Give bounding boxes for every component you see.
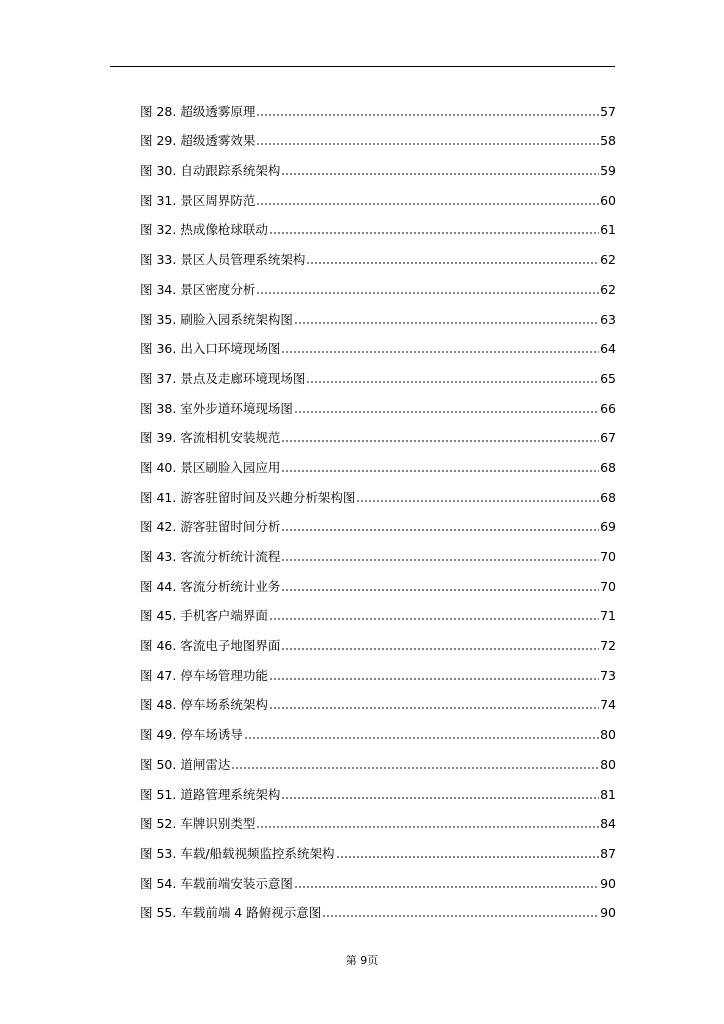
toc-entry-label: 图 37. 景点及走廊环境现场图 <box>140 370 306 386</box>
toc-entry-page-number: 57 <box>600 103 616 119</box>
page-number-label: 第 9页 <box>345 954 379 967</box>
dot-leader <box>256 203 599 205</box>
dot-leader <box>269 232 599 234</box>
toc-entry[interactable] <box>140 237 616 267</box>
toc-entry-page-number: 62 <box>600 252 616 268</box>
toc-entry-label: 图 33. 景区人员管理系统架构 <box>140 252 306 268</box>
dot-leader <box>281 559 599 561</box>
toc-entry[interactable] <box>140 267 616 297</box>
toc-entry-label: 图 53. 车载/船载视频监控系统架构 <box>140 845 335 861</box>
toc-entry[interactable] <box>140 712 616 742</box>
header-rule <box>110 66 615 67</box>
toc-entry[interactable] <box>140 505 616 535</box>
toc-entry[interactable] <box>140 683 616 713</box>
toc-entry-label: 图 51. 道路管理系统架构 <box>140 786 281 802</box>
toc-entry-label: 图 38. 室外步道环境现场图 <box>140 400 293 416</box>
dot-leader <box>306 262 599 264</box>
toc-entry-page-number: 64 <box>600 341 616 357</box>
toc-entry[interactable] <box>140 861 616 891</box>
toc-entry[interactable] <box>140 297 616 327</box>
toc-entry-page-number: 87 <box>600 845 616 861</box>
toc-entry-label: 图 44. 客流分析统计业务 <box>140 578 281 594</box>
toc-entry-label: 图 49. 停车场诱导 <box>140 727 243 743</box>
toc-entry[interactable] <box>140 89 616 119</box>
toc-entry-label: 图 28. 超级透雾原理 <box>140 103 256 119</box>
toc-entry-page-number: 58 <box>600 133 616 149</box>
toc-entry-label: 图 45. 手机客户端界面 <box>140 608 268 624</box>
toc-entry-label: 图 36. 出入口环境现场图 <box>140 341 281 357</box>
toc-entry-page-number: 68 <box>600 489 616 505</box>
toc-entry[interactable] <box>140 178 616 208</box>
toc-entry-page-number: 60 <box>600 192 616 208</box>
toc-entry-label: 图 30. 自动跟踪系统架构 <box>140 163 281 179</box>
toc-entry-label: 图 40. 景区刷脸入园应用 <box>140 459 281 475</box>
toc-entry-label: 图 31. 景区周界防范 <box>140 192 256 208</box>
toc-entry-page-number: 61 <box>600 222 616 238</box>
toc-entry[interactable] <box>140 653 616 683</box>
page-footer <box>0 952 724 968</box>
toc-entry-page-number: 68 <box>600 459 616 475</box>
toc-entry[interactable] <box>140 891 616 921</box>
dot-leader <box>244 737 599 739</box>
toc-entry-label: 图 32. 热成像枪球联动 <box>140 222 268 238</box>
toc-entry[interactable] <box>140 623 616 653</box>
toc-entry[interactable] <box>140 742 616 772</box>
toc-entry-page-number: 74 <box>600 697 616 713</box>
toc-entry-label: 图 54. 车载前端安装示意图 <box>140 875 293 891</box>
toc-entry-page-number: 81 <box>600 786 616 802</box>
dot-leader <box>256 114 599 116</box>
toc-entry-page-number: 62 <box>600 281 616 297</box>
toc-entry[interactable] <box>140 356 616 386</box>
toc-entry-page-number: 59 <box>600 163 616 179</box>
dot-leader <box>281 648 599 650</box>
dot-leader <box>256 143 599 145</box>
toc-entry[interactable] <box>140 386 616 416</box>
dot-leader <box>281 797 599 799</box>
figure-table-of-contents <box>140 89 616 920</box>
toc-entry[interactable] <box>140 534 616 564</box>
toc-entry[interactable] <box>140 475 616 505</box>
toc-entry-page-number: 70 <box>600 549 616 564</box>
toc-entry-label: 图 46. 客流电子地图界面 <box>140 638 281 654</box>
dot-leader <box>281 589 599 591</box>
toc-entry-page-number: 70 <box>600 578 616 594</box>
dot-leader <box>322 915 599 917</box>
dot-leader <box>306 381 599 383</box>
dot-leader <box>256 826 599 828</box>
toc-entry-page-number: 66 <box>600 400 616 416</box>
toc-entry-page-number: 90 <box>600 875 616 891</box>
toc-entry-page-number: 84 <box>600 816 616 832</box>
toc-entry-label: 图 39. 客流相机安装规范 <box>140 430 281 446</box>
toc-entry-label: 图 52. 车牌识别类型 <box>140 816 256 832</box>
dot-leader <box>281 529 599 531</box>
dot-leader <box>269 678 599 680</box>
toc-entry[interactable] <box>140 148 616 178</box>
dot-leader <box>231 767 599 769</box>
dot-leader <box>269 618 599 620</box>
dot-leader <box>281 173 599 175</box>
toc-entry-label: 图 43. 客流分析统计流程 <box>140 549 281 564</box>
toc-entry-page-number: 73 <box>600 667 616 683</box>
toc-entry-label: 图 55. 车载前端 4 路俯视示意图 <box>140 905 322 921</box>
dot-leader <box>336 856 600 858</box>
toc-entry-label: 图 48. 停车场系统架构 <box>140 697 268 713</box>
toc-entry[interactable] <box>140 802 616 832</box>
dot-leader <box>281 470 599 472</box>
toc-entry[interactable] <box>140 208 616 238</box>
toc-entry-page-number: 65 <box>600 370 616 386</box>
toc-entry-page-number: 72 <box>600 638 616 654</box>
toc-entry[interactable] <box>140 831 616 861</box>
dot-leader <box>281 351 599 353</box>
toc-entry-page-number: 80 <box>600 727 616 743</box>
dot-leader <box>294 411 599 413</box>
toc-entry-page-number: 90 <box>600 905 616 921</box>
toc-entry-label: 图 29. 超级透雾效果 <box>140 133 256 149</box>
dot-leader <box>281 440 599 442</box>
toc-entry-page-number: 71 <box>600 608 616 624</box>
toc-entry[interactable] <box>140 772 616 802</box>
toc-entry[interactable] <box>140 564 616 594</box>
toc-entry[interactable] <box>140 119 616 149</box>
dot-leader <box>294 322 599 324</box>
toc-entry-page-number: 63 <box>600 311 616 327</box>
toc-entry[interactable] <box>140 445 616 475</box>
toc-entry-label: 图 41. 游客驻留时间及兴趣分析架构图 <box>140 489 356 505</box>
toc-entry-label: 图 47. 停车场管理功能 <box>140 667 268 683</box>
toc-entry-label: 图 35. 刷脸入园系统架构图 <box>140 311 293 327</box>
toc-entry[interactable] <box>140 416 616 446</box>
dot-leader <box>269 707 599 709</box>
dot-leader <box>294 886 599 888</box>
toc-entry-page-number: 80 <box>600 756 616 772</box>
toc-entry[interactable] <box>140 327 616 357</box>
toc-entry-page-number: 67 <box>600 430 616 446</box>
toc-entry-label: 图 42. 游客驻留时间分析 <box>140 519 281 535</box>
toc-entry-label: 图 34. 景区密度分析 <box>140 281 256 297</box>
toc-entry[interactable] <box>140 594 616 624</box>
dot-leader <box>356 500 599 502</box>
toc-entry-label: 图 50. 道闸雷达 <box>140 756 231 772</box>
toc-entry-page-number: 69 <box>600 519 616 535</box>
dot-leader <box>256 292 599 294</box>
